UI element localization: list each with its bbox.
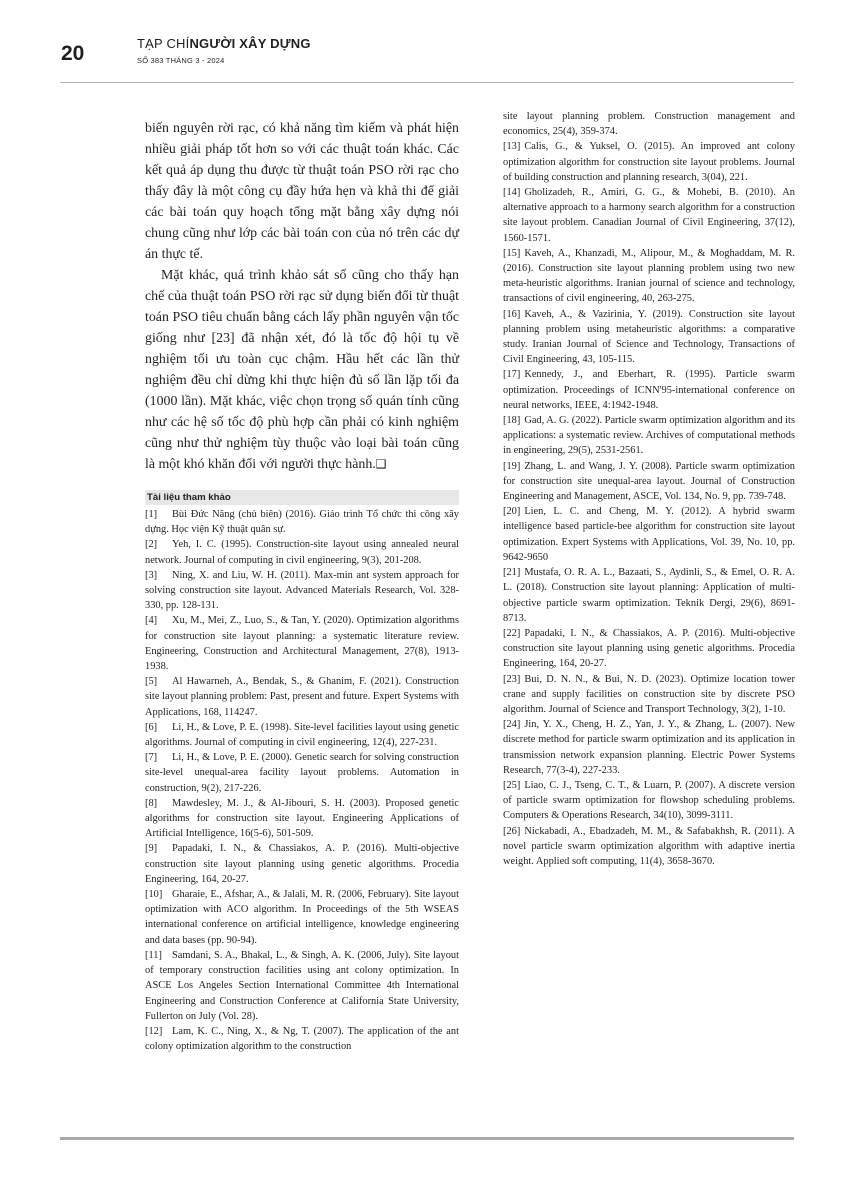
reference-item: [145, 750, 459, 796]
reference-text: Kennedy, J., and Eberhart, R. (1995). Particle swarm optimization. Proceedings of ICNN'95-international conference on neural networks, IEEE, 4:1942-1948.: [503, 369, 795, 411]
reference-item: [145, 568, 459, 614]
reference-item: [503, 459, 795, 505]
references-section: [145, 490, 459, 1054]
reference-text: Kaveh, A., & Vazirinia, Y. (2019). Construction site layout planning problem using metaheuristic algorithms: a comparative study. Iranian Journal of Science and Technology, Transactions of Civil Engineering, 43, 105-115.: [503, 308, 795, 366]
reference-text: Nickabadi, A., Ebadzadeh, M. M., & Safabakhsh, R. (2011). A novel particle swarm optimization algorithm with adaptive inertia weight. Applied soft computing, 11(4), 3658-3670.: [503, 825, 795, 867]
body-paragraph-2: [145, 265, 459, 475]
reference-text: Gholizadeh, R., Amiri, G. G., & Mohebi, B. (2010). An alternative approach to a harmony search algorithm for a construction site layout problem. Canadian Journal of Civil Engineering, 37(12), 1560-1571.: [503, 187, 795, 244]
reference-number: [23]: [503, 673, 521, 685]
reference-item: [503, 672, 795, 718]
reference-text: Kaveh, A., Khanzadi, M., Alipour, M., & Moghaddam, M. R. (2016). Construction site layout planning problem using two new meta-heuristic algorithms. Iranian journal of science and technology, transactions of civil engineering, 40, 263-275.: [503, 247, 795, 305]
reference-number: [13]: [503, 141, 521, 153]
reference-number: [19]: [503, 460, 521, 472]
page-number: 20: [61, 42, 85, 65]
left-column: [145, 118, 459, 1054]
reference-item: [145, 1024, 459, 1054]
reference-text: Yeh, I. C. (1995). Construction-site layout using annealed neural network. Journal of computing in civil engineering, 9(3), 201-208.: [145, 539, 459, 566]
magazine-issue: SỐ 383 THÁNG 3 - 2024: [137, 56, 225, 65]
header-rule: [60, 82, 794, 83]
reference-item: [145, 796, 459, 842]
reference-item: [503, 504, 795, 565]
reference-number: [20]: [503, 506, 521, 518]
reference-text: Zhang, L. and Wang, J. Y. (2008). Particle swarm optimization for construction site unequal-area layout. Journal of Construction Engineering and Management, ASCE, Vol. 134, No. 9, pp. 739-748.: [503, 460, 795, 503]
reference-text: Lien, L. C. and Cheng, M. Y. (2012). A hybrid swarm intelligence based particle-bee algorithm for construction site layout optimization. Expert Systems with Applications, Vol. 39, No. 10, pp. 9642-9650: [503, 506, 795, 563]
right-column: [503, 109, 795, 869]
reference-number: [16]: [503, 308, 521, 320]
reference-item: [503, 626, 795, 672]
reference-number: [1]: [145, 509, 158, 520]
reference-number: [26]: [503, 825, 521, 837]
reference-item: [503, 367, 795, 413]
reference-text: Li, H., & Love, P. E. (2000). Genetic search for solving construction site-level unequal-area facility layout problems. Automation in construction, 9(2), 217-226.: [145, 752, 459, 794]
reference-number: [24]: [503, 719, 521, 731]
reference-item: [145, 674, 459, 720]
reference-number: [10]: [145, 889, 163, 901]
reference-item: [503, 139, 795, 185]
reference-text: Bùi Đức Năng (chủ biên) (2016). Giáo trình Tổ chức thi công xây dựng. Học viện Kỹ thuật quân sự.: [145, 509, 459, 536]
reference-item: [503, 185, 795, 246]
reference-number: [14]: [503, 187, 521, 199]
reference-number: [3]: [145, 569, 158, 581]
reference-text: Papadaki, I. N., & Chassiakos, A. P. (2016). Multi-objective construction site layout planning using genetic algorithms. Procedia Engineering, 164, 20-27.: [145, 843, 459, 885]
references-left-list: [145, 507, 459, 1054]
references-right-list: [503, 139, 795, 869]
reference-item: [145, 613, 459, 674]
reference-item: [503, 778, 795, 824]
reference-item: [503, 246, 795, 307]
reference-item: [145, 948, 459, 1024]
reference-text: Mustafa, O. R. A. L., Bazaati, S., Aydinli, S., & Emel, O. R. A. L. (2018). Construction site layout planning: Application of multi-objective particle swarm optimization. Teknik Dergi, 29(6), 8691-8713.: [503, 567, 795, 624]
references-heading: Tài liệu tham khảo: [145, 490, 459, 505]
body-paragraph-2-text: Mặt khác, quá trình khảo sát số cũng cho thấy hạn chế của thuật toán PSO rời rạc sử dụng biến đổi từ thuật toán PSO tiêu chuẩn bằng cách lấy phần nguyên vận tốc giống như [23] đã nhận xét, đó là tốc độ hội tụ về nghiệm tối ưu toàn cục chậm. Hầu hết các lần thử nghiệm đều chỉ dừng khi thực hiện đủ số lần lặp tối đa (1000 lần). Mặt khác, việc chọn trọng số quán tính cũng như các hệ số tốc độ phù hợp cần phải có kinh nghiệm cũng như thử nghiệm tùy thuộc vào loại bài toán cũng là một khó khăn đối với người thực hành.: [145, 268, 459, 472]
reference-item: [145, 537, 459, 567]
reference-text: Al Hawarneh, A., Bendak, S., & Ghanim, F. (2021). Construction site layout planning problem: Past, present and future. Expert Systems with Applications, 168, 114247.: [145, 676, 459, 718]
reference-item: [145, 887, 459, 948]
reference-item: [145, 720, 459, 750]
reference-text: Calis, G., & Yuksel, O. (2015). An improved ant colony optimization algorithm for construction site layout problems. Journal of building construction and planning research, 3(04), 221.: [503, 141, 795, 183]
footer-rule: [60, 1137, 794, 1140]
reference-text: Papadaki, I. N., & Chassiakos, A. P. (2016). Multi-objective construction site layout planning using genetic algorithms. Procedia Engineering, 164, 20-27.: [503, 627, 795, 670]
reference-text: Jin, Y. X., Cheng, H. Z., Yan, J. Y., & Zhang, L. (2007). New discrete method for particle swarm optimization and its application in transmission network expansion planning. Electric Power Systems Research, 77(3-4), 227-233.: [503, 719, 795, 776]
reference-text: Liao, C. J., Tseng, C. T., & Luarn, P. (2007). A discrete version of particle swarm optimization for flowshop scheduling problems. Computers & Operations Research, 34(10), 3099-3111.: [503, 779, 795, 822]
reference-text: Xu, M., Mei, Z., Luo, S., & Tan, Y. (2020). Optimization algorithms for construction site layout planning: a systematic literature review. Engineering, Construction and Architectural Management, 27(8), 1913-1938.: [145, 615, 459, 673]
reference-item: [503, 717, 795, 778]
reference-number: [25]: [503, 779, 521, 791]
reference-item: [503, 413, 795, 459]
reference-item: [145, 507, 459, 537]
reference-text: Gad, A. G. (2022). Particle swarm optimization algorithm and its applications: a systematic review. Archives of computational methods in engineering, 29(5), 2531-2561.: [503, 415, 795, 457]
reference-number: [15]: [503, 247, 521, 259]
reference-text: Lam, K. C., Ning, X., & Ng, T. (2007). The application of the ant colony optimization algorithm to the construction: [145, 1025, 459, 1053]
reference-number: [9]: [145, 843, 158, 855]
reference-item: [503, 307, 795, 368]
reference-item: [503, 565, 795, 626]
reference-number: [11]: [145, 949, 162, 961]
reference-number: [6]: [145, 721, 158, 733]
reference-number: [5]: [145, 676, 158, 688]
end-mark-icon: ❑: [375, 457, 387, 471]
reference-item: [503, 824, 795, 870]
reference-item: [145, 841, 459, 887]
reference-number: [7]: [145, 752, 158, 764]
reference-number: [17]: [503, 369, 521, 381]
body-paragraph-1: biến nguyên rời rạc, có khả năng tìm kiếm và phát hiện nhiều giải pháp tốt hơn so với các thuật toán khác. Các kết quả áp dụng thu được từ thuật toán PSO rời rạc cho thấy đây là một công cụ đầy hứa hẹn và khả thi để giải các bài toán quy hoạch tổng mặt bằng xây dựng nói chung cũng như lớp các bài toán con của nó trên các dự án thực tế.: [145, 121, 459, 262]
reference-text: Bui, D. N. N., & Bui, N. D. (2023). Optimize location tower crane and supply facilities on construction site by discrete PSO algorithm. Journal of Science and Transport Technology, 3(2), 1-10.: [503, 673, 795, 715]
magazine-title: [137, 36, 311, 51]
reference-number: [12]: [145, 1025, 163, 1037]
magazine-name: NGƯỜI XÂY DỰNG: [189, 36, 311, 51]
magazine-prefix: TẠP CHÍ: [137, 36, 190, 51]
reference-number: [4]: [145, 615, 158, 627]
reference-text: Ning, X. and Liu, W. H. (2011). Max-min ant system approach for solving construction site layout. Advanced Materials Research, Vol. 328-330, pp. 128-131.: [145, 569, 459, 612]
reference-text: Samdani, S. A., Bhakal, L., & Singh, A. K. (2006, July). Site layout of temporary construction facilities using ant colony optimization. In ASCE Los Angeles Section International Committee 4th International Engineering and Construction Conference at California State University, Fullerton on July (Vol. 28).: [145, 949, 459, 1022]
reference-number: [2]: [145, 539, 158, 551]
reference-number: [8]: [145, 797, 158, 809]
reference-continuation: site layout planning problem. Construction management and economics, 25(4), 359-374.: [503, 111, 795, 138]
reference-number: [22]: [503, 627, 521, 639]
reference-text: Li, H., & Love, P. E. (1998). Site-level facilities layout using genetic algorithms. Journal of computing in civil engineering, 12(4), 227-231.: [145, 721, 459, 749]
reference-text: Gharaie, E., Afshar, A., & Jalali, M. R. (2006, February). Site layout optimization with ACO algorithm. In Proceedings of the 5th WSEAS international conference on artificial intelligence, knowledge engineering and data bases (pp. 90-94).: [145, 889, 459, 946]
reference-number: [18]: [503, 415, 521, 427]
reference-text: Mawdesley, M. J., & Al-Jibouri, S. H. (2003). Proposed genetic algorithms for construction site layout. Engineering Applications of Artificial Intelligence, 16(5-6), 501-509.: [145, 797, 459, 840]
reference-number: [21]: [503, 567, 521, 579]
